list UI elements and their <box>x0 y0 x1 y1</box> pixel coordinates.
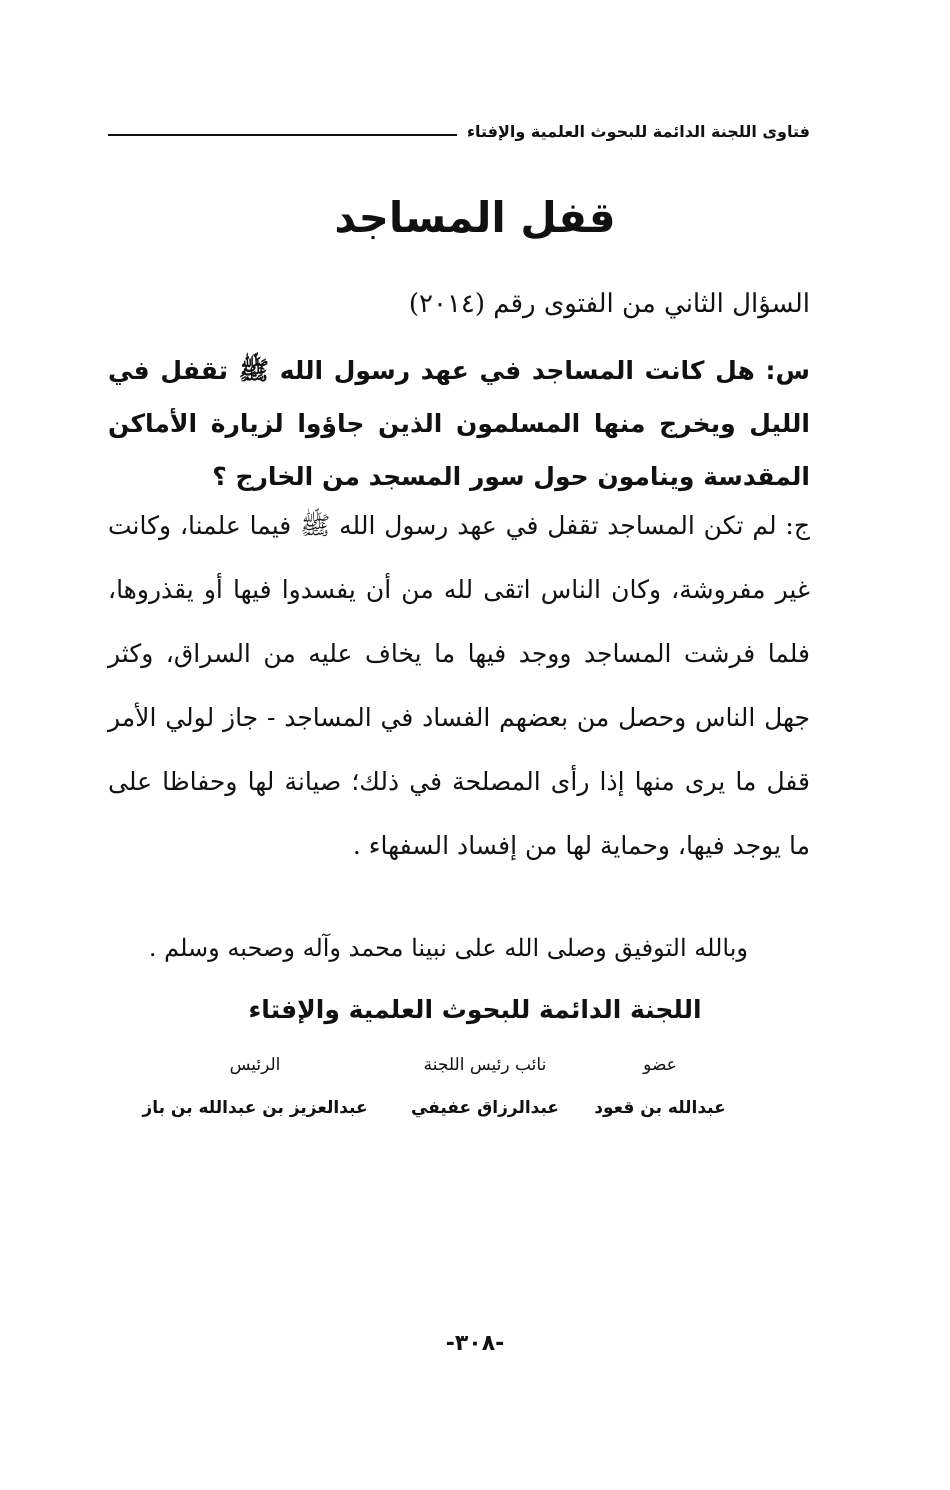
committee-name: اللجنة الدائمة للبحوث العلمية والإفتاء <box>248 995 702 1024</box>
signatory-role-member: عضو <box>643 1055 677 1075</box>
page-title: قفل المساجد <box>334 193 616 242</box>
running-header <box>108 116 810 146</box>
signatory-role-deputy: نائب رئيس اللجنة <box>423 1055 547 1075</box>
header-rule <box>108 134 457 136</box>
signatory-name-deputy: عبدالرزاق عفيفي <box>410 1098 560 1118</box>
signatory-role-chairman: الرئيس <box>229 1055 281 1075</box>
question-text: س: هل كانت المساجد في عهد رسول الله ﷺ تقفل في الليل ويخرج منها المسلمون الذين جاؤوا لزيارة الأماكن المقدسة وينامون حول سور المسجد من الخارج ؟ <box>108 356 810 491</box>
question-reference: السؤال الثاني من الفتوى رقم (٢٠١٤) <box>408 289 810 319</box>
closing-prayer: وبالله التوفيق وصلى الله على نبينا محمد وآله وصحبه وسلم . <box>148 934 748 962</box>
signatory-name-member: عبدالله بن قعود <box>594 1098 726 1118</box>
answer-text: ج: لم تكن المساجد تقفل في عهد رسول الله ﷺ فيما علمنا، وكانت غير مفروشة، وكان الناس اتقى لله من أن يفسدوا فيها أو يقذروها، فلما فرشت المساجد ووجد فيها ما يخاف عليه من السراق، وكثر جهل الناس وحصل من بعضهم الفساد في المساجد - جاز لولي الأمر قفل ما يرى منها إذا رأى المصلحة في ذلك؛ صيانة لها وحفاظا على ما يوجد فيها، وحماية لها من إفساد السفهاء . <box>108 511 810 860</box>
signatory-name-chairman: عبدالعزيز بن عبدالله بن باز <box>142 1098 368 1118</box>
running-header-title: فتاوى اللجنة الدائمة للبحوث العلمية والإفتاء <box>466 121 810 141</box>
page-number: -٣٠٨- <box>445 1331 505 1356</box>
